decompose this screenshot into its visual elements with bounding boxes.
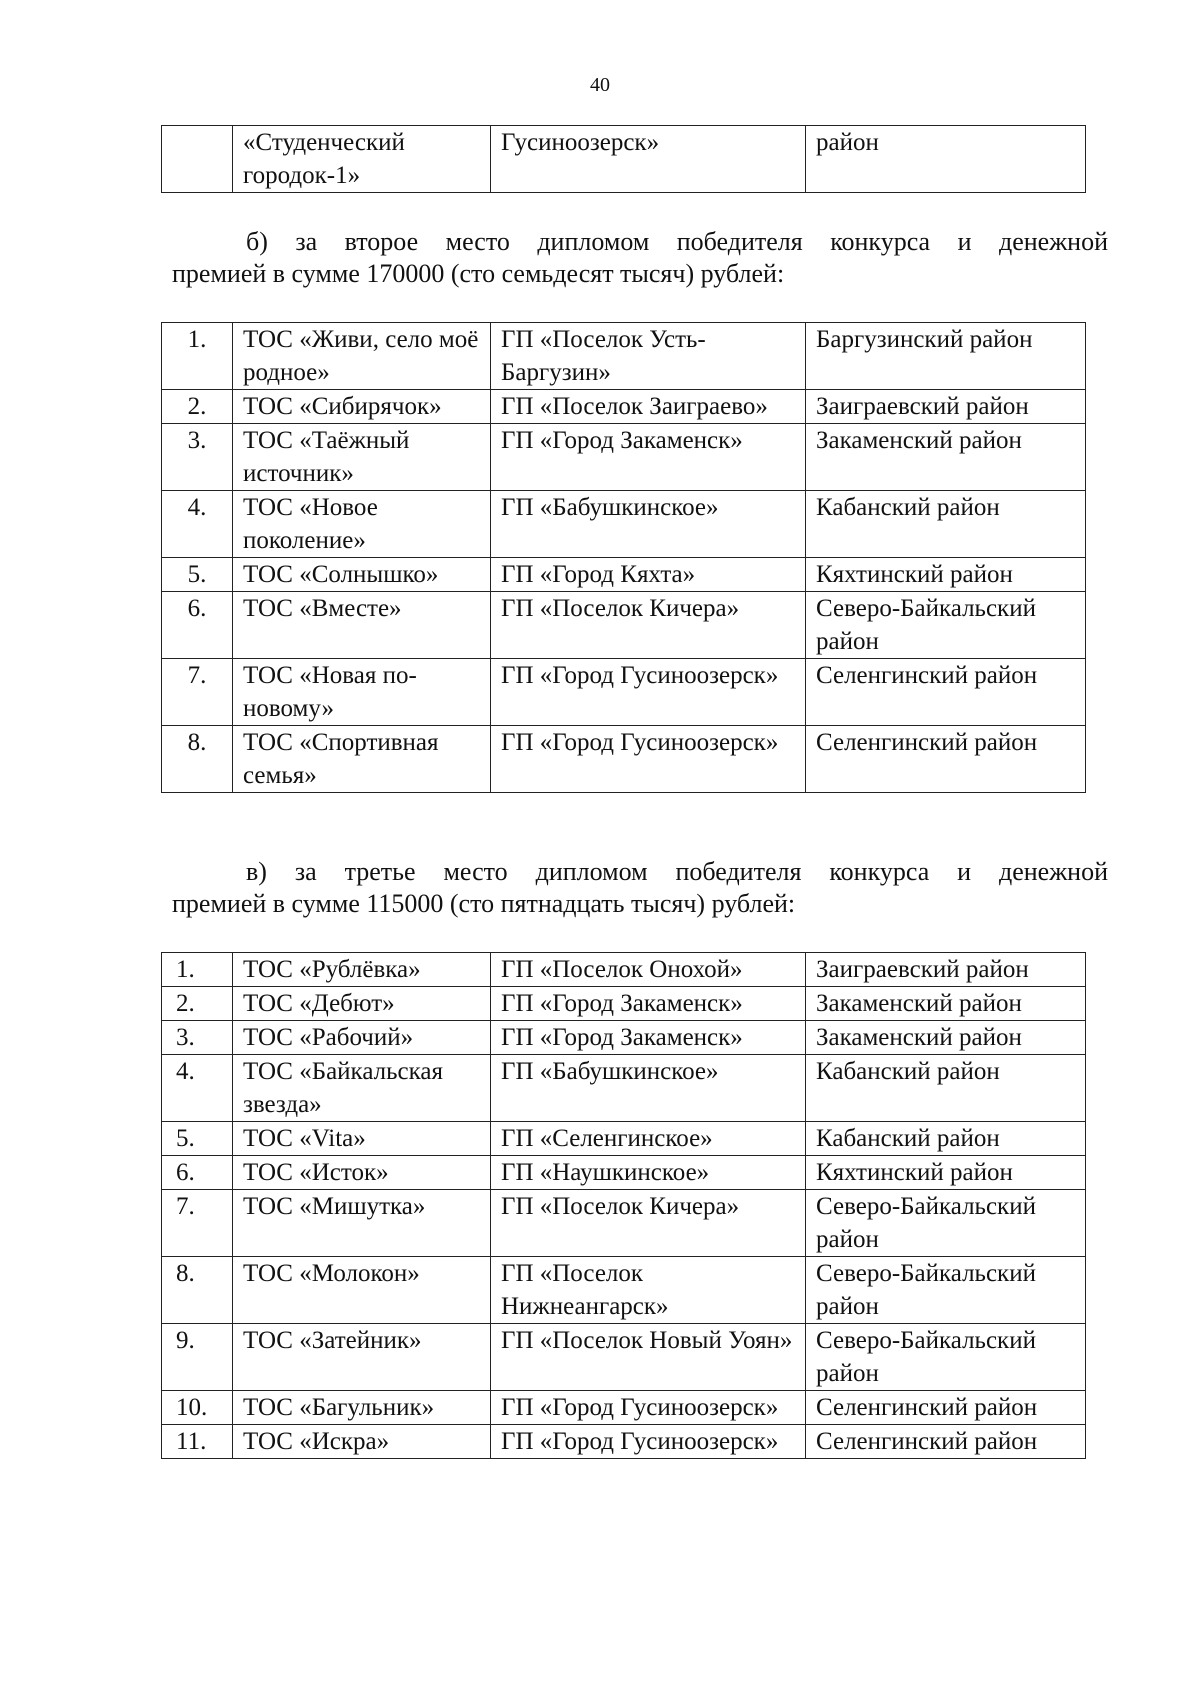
settlement-name: ГП «Поселок Кичера» [491, 592, 806, 659]
settlement-name: ГП «Город Закаменск» [491, 424, 806, 491]
district-name: Закаменский район [806, 987, 1086, 1021]
table-row [162, 1021, 1086, 1055]
settlement-name: ГП «Наушкинское» [491, 1156, 806, 1190]
tos-name: ТОС «Исток» [233, 1156, 491, 1190]
tos-name: ТОС «Рублёвка» [233, 953, 491, 987]
tos-name: ТОС «Живи, село моё родное» [233, 323, 491, 390]
section-b-line-1: б) за второе место дипломом победителя конкурса и денежной [246, 227, 1108, 256]
row-number: 3. [162, 1021, 233, 1055]
district-name: Северо-Байкальский район [806, 1324, 1086, 1391]
settlement-name: ГП «Селенгинское» [491, 1122, 806, 1156]
tos-name: ТОС «Искра» [233, 1425, 491, 1459]
row-number: 7. [162, 1190, 233, 1257]
table-row [162, 1257, 1086, 1324]
tos-name: ТОС «Багульник» [233, 1391, 491, 1425]
row-number: 4. [162, 1055, 233, 1122]
row-number: 7. [162, 659, 233, 726]
settlement-name: ГП «Поселок Онохой» [491, 953, 806, 987]
row-number: 3. [162, 424, 233, 491]
district-name: Кабанский район [806, 1122, 1086, 1156]
settlement-name: ГП «Город Закаменск» [491, 987, 806, 1021]
settlement-name: ГП «Поселок Заиграево» [491, 390, 806, 424]
top-table [161, 125, 1086, 193]
settlement-name: ГП «Город Закаменск» [491, 1021, 806, 1055]
third-place-table [161, 952, 1086, 1459]
tos-name: ТОС «Солнышко» [233, 558, 491, 592]
table-row [162, 592, 1086, 659]
district-name: Заиграевский район [806, 953, 1086, 987]
row-number: 1. [162, 953, 233, 987]
row-number: 6. [162, 592, 233, 659]
tos-name: ТОС «Мишутка» [233, 1190, 491, 1257]
row-number: 6. [162, 1156, 233, 1190]
section-c-line-2: премией в сумме 115000 (сто пятнадцать тысяч) рублей: [172, 889, 796, 918]
settlement-name: ГП «Город Кяхта» [491, 558, 806, 592]
section-b-paragraph [172, 226, 1108, 290]
table-row [162, 726, 1086, 793]
tos-name: ТОС «Vita» [233, 1122, 491, 1156]
tos-name: «Студенческий городок-1» [233, 126, 491, 193]
settlement-name: ГП «Поселок Усть-Баргузин» [491, 323, 806, 390]
row-number [162, 126, 233, 193]
row-number: 8. [162, 726, 233, 793]
settlement-name: ГП «Бабушкинское» [491, 1055, 806, 1122]
row-number: 5. [162, 1122, 233, 1156]
row-number: 8. [162, 1257, 233, 1324]
table-row [162, 1190, 1086, 1257]
district-name: Кабанский район [806, 491, 1086, 558]
tos-name: ТОС «Новое поколение» [233, 491, 491, 558]
district-name: Заиграевский район [806, 390, 1086, 424]
district-name: Кяхтинский район [806, 1156, 1086, 1190]
table-row [162, 424, 1086, 491]
row-number: 2. [162, 987, 233, 1021]
table-row [162, 1122, 1086, 1156]
tos-name: ТОС «Затейник» [233, 1324, 491, 1391]
tos-name: ТОС «Молокон» [233, 1257, 491, 1324]
row-number: 1. [162, 323, 233, 390]
settlement-name: ГП «Город Гусиноозерск» [491, 659, 806, 726]
table-row [162, 987, 1086, 1021]
row-number: 10. [162, 1391, 233, 1425]
tos-name: ТОС «Новая по-новому» [233, 659, 491, 726]
table-row [162, 1055, 1086, 1122]
district-name: Северо-Байкальский район [806, 1190, 1086, 1257]
section-c-line-1: в) за третье место дипломом победителя конкурса и денежной [246, 857, 1108, 886]
tos-name: ТОС «Дебют» [233, 987, 491, 1021]
tos-name: ТОС «Рабочий» [233, 1021, 491, 1055]
table-row [162, 1425, 1086, 1459]
district-name: Селенгинский район [806, 726, 1086, 793]
row-number: 4. [162, 491, 233, 558]
table-row [162, 558, 1086, 592]
row-number: 5. [162, 558, 233, 592]
table-row [162, 659, 1086, 726]
district-name: Закаменский район [806, 1021, 1086, 1055]
table-row [162, 323, 1086, 390]
table-row [162, 126, 1086, 193]
settlement-name: ГП «Поселок Нижнеангарск» [491, 1257, 806, 1324]
tos-name: ТОС «Таёжный источник» [233, 424, 491, 491]
district-name: Северо-Байкальский район [806, 1257, 1086, 1324]
settlement-name: ГП «Поселок Кичера» [491, 1190, 806, 1257]
settlement-name: ГП «Город Гусиноозерск» [491, 726, 806, 793]
district-name: Северо-Байкальский район [806, 592, 1086, 659]
tos-name: ТОС «Вместе» [233, 592, 491, 659]
district-name: Селенгинский район [806, 1391, 1086, 1425]
settlement-name: Гусиноозерск» [491, 126, 806, 193]
settlement-name: ГП «Поселок Новый Уоян» [491, 1324, 806, 1391]
district-name: Селенгинский район [806, 1425, 1086, 1459]
table-row [162, 1324, 1086, 1391]
settlement-name: ГП «Бабушкинское» [491, 491, 806, 558]
row-number: 2. [162, 390, 233, 424]
district-name: Селенгинский район [806, 659, 1086, 726]
settlement-name: ГП «Город Гусиноозерск» [491, 1425, 806, 1459]
table-row [162, 1156, 1086, 1190]
district-name: Кабанский район [806, 1055, 1086, 1122]
settlement-name: ГП «Город Гусиноозерск» [491, 1391, 806, 1425]
table-row [162, 390, 1086, 424]
district-name: Закаменский район [806, 424, 1086, 491]
tos-name: ТОС «Сибирячок» [233, 390, 491, 424]
row-number: 9. [162, 1324, 233, 1391]
tos-name: ТОС «Спортивная семья» [233, 726, 491, 793]
district-name: Кяхтинский район [806, 558, 1086, 592]
tos-name: ТОС «Байкальская звезда» [233, 1055, 491, 1122]
table-row [162, 491, 1086, 558]
table-row [162, 953, 1086, 987]
section-c-paragraph [172, 856, 1108, 920]
section-b-line-2: премией в сумме 170000 (сто семьдесят тысяч) рублей: [172, 259, 785, 288]
district-name: Баргузинский район [806, 323, 1086, 390]
table-row [162, 1391, 1086, 1425]
page-number: 40 [590, 74, 610, 96]
row-number: 11. [162, 1425, 233, 1459]
second-place-table [161, 322, 1086, 793]
district-name: район [806, 126, 1086, 193]
